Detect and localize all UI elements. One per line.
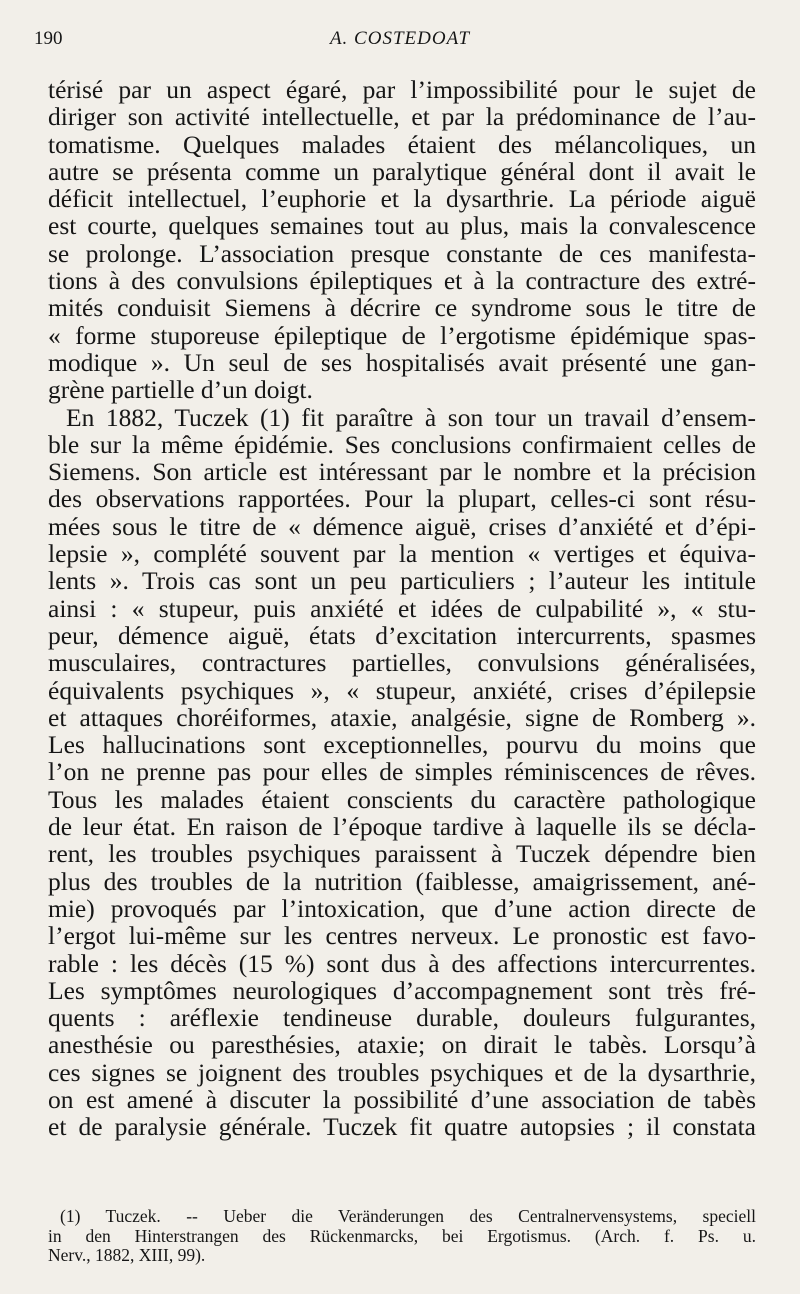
text-line: se prolonge. L’association presque constante de ces manifesta- xyxy=(48,238,756,268)
text-line: de leur état. En raison de l’époque tardive à laquelle ils se décla- xyxy=(48,812,756,842)
page-header xyxy=(34,28,766,56)
footnote xyxy=(48,1207,756,1266)
text-line: ces signes se joignent des troubles psychiques et de la dysarthrie, xyxy=(48,1057,756,1087)
page-number: 190 xyxy=(34,28,63,49)
text-line: « forme stuporeuse épileptique de l’ergotisme épidémique spas- xyxy=(48,320,756,350)
text-line: on est amené à discuter la possibilité d’une association de tabès xyxy=(48,1084,756,1114)
text-line: est courte, quelques semaines tout au plus, mais la convalescence xyxy=(48,211,756,241)
text-line: déficit intellectuel, l’euphorie et la dysarthrie. La période aiguë xyxy=(48,184,756,214)
text-line: rent, les troubles psychiques paraissent à Tuczek dépendre bien xyxy=(48,839,756,869)
body-text xyxy=(48,76,756,1141)
text-line: Les hallucinations sont exceptionnelles, pourvu du moins que xyxy=(48,730,756,760)
text-line: grène partielle d’un doigt. xyxy=(48,375,313,405)
footnote-line: in den Hinterstrangen des Rückenmarcks, bei Ergotismus. (Arch. f. Ps. u. xyxy=(48,1225,756,1246)
text-line: tomatisme. Quelques malades étaient des mélancoliques, un xyxy=(48,129,756,159)
text-line: diriger son activité intellectuelle, et par la prédominance de l’au- xyxy=(48,102,756,132)
text-line: mées sous le titre de « démence aiguë, crises d’anxiété et d’épi- xyxy=(48,511,756,541)
text-line: rable : les décès (15 %) sont dus à des affections intercurrentes. xyxy=(48,948,756,978)
text-line: peur, démence aiguë, états d’excitation intercurrents, spasmes xyxy=(48,620,756,650)
text-line: musculaires, contractures partielles, convulsions généralisées, xyxy=(48,648,756,678)
text-line: lepsie », complété souvent par la mention « vertiges et équiva- xyxy=(48,539,756,569)
text-line: ble sur la même épidémie. Ses conclusions confirmaient celles de xyxy=(48,429,756,459)
text-line: mités conduisit Siemens à décrire ce syndrome sous le titre de xyxy=(48,293,756,323)
text-line: et de paralysie générale. Tuczek fit quatre autopsies ; il constata xyxy=(48,1112,756,1142)
text-line: térisé par un aspect égaré, par l’impossibilité pour le sujet de xyxy=(48,75,756,104)
running-head-author: A. COSTEDOAT xyxy=(329,28,471,49)
text-line: mie) provoqués par l’intoxication, que d’une action directe de xyxy=(48,893,756,923)
text-line: lents ». Trois cas sont un peu particuliers ; l’auteur les intitule xyxy=(48,566,756,596)
text-line: modique ». Un seul de ses hospitalisés avait présenté une gan- xyxy=(48,347,756,377)
footnote-line: (1) Tuczek. -- Ueber die Veränderungen des Centralnervensystems, speciell xyxy=(60,1206,756,1226)
text-line: tions à des convulsions épileptiques et à la contracture des extré- xyxy=(48,266,756,296)
text-line: Les symptômes neurologiques d’accompagnement sont très fré- xyxy=(48,975,756,1005)
text-line: l’ergot lui-même sur les centres nerveux. Le pronostic est favo- xyxy=(48,921,756,951)
text-line: En 1882, Tuczek (1) fit paraître à son tour un travail d’ensem- xyxy=(66,402,756,432)
text-line: plus des troubles de la nutrition (faiblesse, amaigrissement, ané- xyxy=(48,866,756,896)
text-line: et attaques choréiformes, ataxie, analgésie, signe de Romberg ». xyxy=(48,702,756,732)
text-line: quents : aréflexie tendineuse durable, douleurs fulgurantes, xyxy=(48,1003,756,1033)
text-line: autre se présenta comme un paralytique général dont il avait le xyxy=(48,156,756,186)
text-line: l’on ne prenne pas pour elles de simples réminiscences de rêves. xyxy=(48,757,756,787)
text-line: Tous les malades étaient conscients du caractère pathologique xyxy=(48,784,756,814)
text-line: ainsi : « stupeur, puis anxiété et idées de culpabilité », « stu- xyxy=(48,593,756,623)
text-line: des observations rapportées. Pour la plupart, celles-ci sont résu- xyxy=(48,484,756,514)
footnote-line: Nerv., 1882, XIII, 99). xyxy=(48,1245,206,1265)
text-line: Siemens. Son article est intéressant par le nombre et la précision xyxy=(48,457,756,487)
text-line: équivalents psychiques », « stupeur, anxiété, crises d’épilepsie xyxy=(48,675,756,705)
text-line: anesthésie ou paresthésies, ataxie; on dirait le tabès. Lorsqu’à xyxy=(48,1030,756,1060)
